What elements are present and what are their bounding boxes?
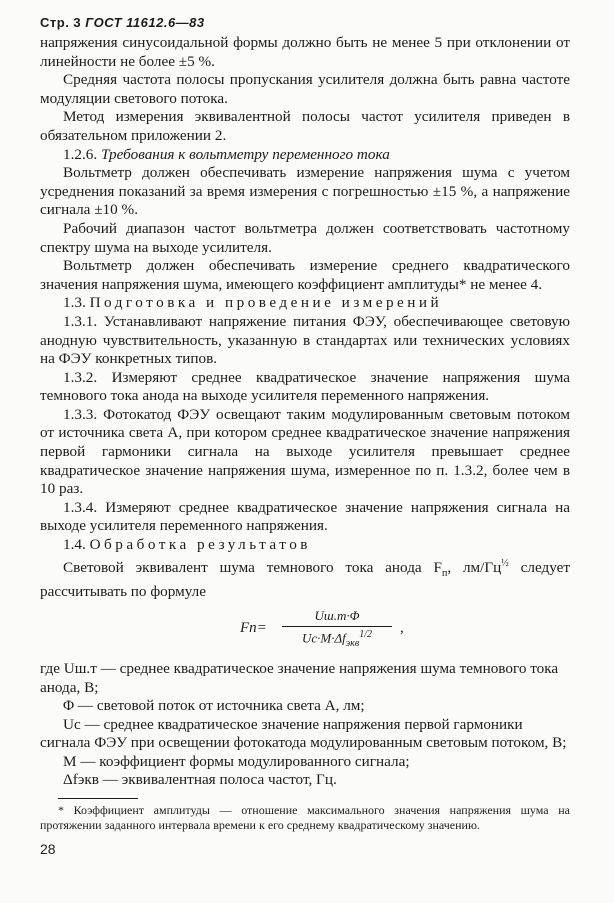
definition-item: Φ — световой поток от источника света A, лм; — [63, 697, 365, 715]
definition-item: Δfэкв — эквивалентная полоса частот, Гц. — [63, 771, 337, 789]
section-heading-1-3: 1.3. Подготовка и проведение измерений — [63, 294, 443, 312]
paragraph: Вольтметр должен обеспечивать измерение напряжения шума с учетом усреднения показаний за время измерения с погрешностью ±15 %, а напряжение сигнала ±10 %. — [40, 164, 570, 219]
document-page — [40, 12, 570, 857]
paragraph: Метод измерения эквивалентной полосы частот усилителя приведен в обязательном приложении 2. — [40, 108, 570, 144]
page-number: 28 — [40, 841, 56, 858]
footnote: * Коэффициент амплитуды — отношение максимального значения напряжения шума на протяжении заданного интервала времени к его среднему квадратическому значению. — [40, 803, 570, 833]
definitions-list — [40, 660, 570, 790]
definition-item: M — коэффициент формы модулированного сигнала; — [63, 752, 410, 770]
paragraph: Рабочий диапазон частот вольтметра должен соответствовать частотному спектру шума на выходе усилителя. — [40, 219, 570, 256]
paragraph: 1.3.1. Устанавливают напряжение питания ФЭУ, обеспечивающее световую анодную чувствительность, указанную в стандартах или технических условиях на ФЭУ конкретных типов. — [40, 312, 570, 368]
formula-denominator: $Uс\cdot M\cdot\Delta f_{экв}^{1/2}$ — [302, 628, 372, 649]
definition-item: Uс — среднее квадратическое значение напряжения первой гармоники сигнала ФЭУ при освещении фотокатода модулированным световым потоком, В; — [40, 715, 567, 752]
page-label: Стр. 3 — [40, 15, 82, 30]
footnote-divider — [58, 798, 138, 799]
paragraph-formula-intro: Световой эквивалент шума темнового тока анода $F_п$, $лм/Гц^{\frac{1}{2}}$ следует рассчитывать по формуле — [40, 557, 570, 601]
formula — [40, 608, 570, 652]
paragraph: Средняя частота полосы пропускания усилителя должна быть равна частоте модуляции светового потока. — [40, 71, 570, 107]
page-header — [40, 12, 570, 34]
formula-fraction — [282, 608, 392, 649]
paragraph: 1.3.2. Измеряют среднее квадратическое значение напряжения шума темнового тока анода на выходе усилителя переменного напряжения. — [40, 368, 570, 405]
section-heading-1-4: 1.4. Обработка результатов — [63, 536, 311, 554]
paragraph: напряжения синусоидальной формы должно быть не менее 5 при отклонении от линейности не более ±5 %. — [40, 34, 570, 70]
formula-numerator: Uш.т·Φ — [282, 608, 392, 627]
definition-item: где Uш.т — среднее квадратическое значение напряжения шума темнового тока анода, В; — [40, 659, 559, 696]
formula-comma: , — [400, 619, 404, 636]
paragraph: 1.3.4. Измеряют среднее квадратическое значение напряжения сигнала на выходе усилителя переменного напряжения. — [40, 498, 570, 535]
formula-lhs: Fп= — [240, 619, 267, 636]
paragraph: 1.3.3. Фотокатод ФЭУ освещают таким модулированным световым потоком от источника света A, при котором среднее квадратическое значение напряжения первой гармоники сигнала на выходе усилителя превышает среднее квадратическое значение напряжения шума, измеренное по п. 1.3.2, более чем в 10 раз. — [40, 405, 570, 498]
paragraph: Вольтметр должен обеспечивать измерение среднего квадратического значения напряжения шума, имеющего коэффициент амплитуды* не менее 4. — [40, 257, 570, 293]
gost-number: ГОСТ 11612.6—83 — [85, 15, 205, 30]
section-heading-1-2-6: 1.2.6. Требования к вольтметру переменного тока — [63, 145, 390, 163]
